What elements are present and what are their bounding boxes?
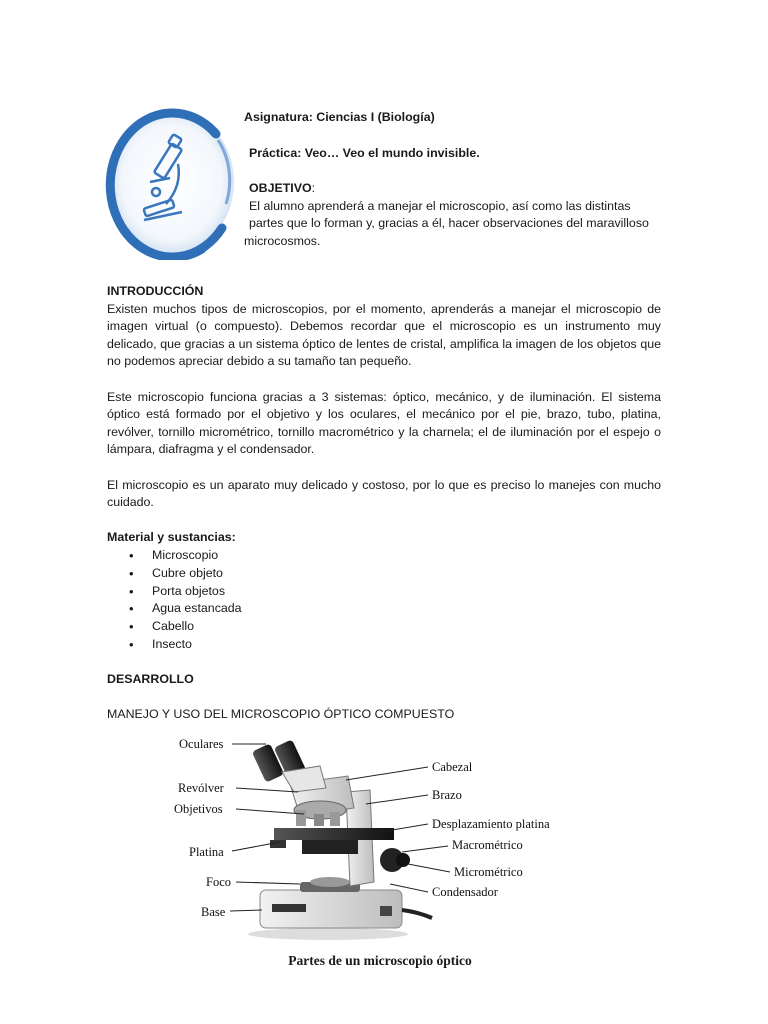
list-item: • Agua estancada <box>129 601 242 617</box>
bullet-icon: • <box>129 636 134 652</box>
label-oculares: Oculares <box>179 737 224 751</box>
objective-heading-line <box>244 180 664 198</box>
materials-list <box>107 547 661 654</box>
label-micrometrico: Micrométrico <box>454 865 523 879</box>
introduction-paragraph-3: El microscopio es un aparato muy delicado y costoso, por lo que es preciso lo manejes con mucho cuidado. <box>107 477 661 510</box>
figure-caption: Partes de un microscopio óptico <box>288 953 472 968</box>
bullet-icon: • <box>129 619 134 635</box>
right-labels <box>432 760 550 899</box>
subject-title: Asignatura: Ciencias I (Biología) <box>244 110 435 124</box>
objective-line-1: El alumno aprenderá a manejar el microscopio, así como las distintas <box>249 198 631 213</box>
list-item: • Porta objetos <box>129 583 226 599</box>
document-body <box>107 283 661 724</box>
label-revolver: Revólver <box>178 781 224 795</box>
microscope-logo-icon <box>104 100 244 260</box>
label-cabezal: Cabezal <box>432 760 473 774</box>
materials-heading: Material y sustancias: <box>107 530 236 545</box>
objective-colon: : <box>311 181 316 196</box>
left-labels <box>174 737 231 919</box>
bullet-icon: • <box>129 565 134 581</box>
label-foco: Foco <box>206 875 231 889</box>
list-item: • Microscopio <box>129 547 219 563</box>
objective-line-2: partes que lo forman y, gracias a él, hacer observaciones del maravilloso <box>249 216 649 231</box>
bullet-icon: • <box>129 547 134 563</box>
bullet-icon: • <box>129 583 134 599</box>
document-header <box>244 109 664 251</box>
label-condensador: Condensador <box>432 885 498 899</box>
introduction-paragraph-2: Este microscopio funciona gracias a 3 sistemas: óptico, mecánico, y de iluminación. El sistema óptico está formado por el objetivo y los oculares, el mecánico por el pie, brazo, tubo, platina, revólver, tornillo micrométrico, tornillo macrométrico y la charnela; el de iluminación por el espejo o lámpara, diafragma y el condensador. <box>107 389 661 457</box>
list-item: • Insecto <box>129 636 192 652</box>
practice-title: Práctica: Veo… Veo el mundo invisible. <box>249 145 480 160</box>
microscope-diagram <box>170 732 590 950</box>
introduction-heading: INTRODUCCIÓN <box>107 284 204 298</box>
development-subheading: MANEJO Y USO DEL MICROSCOPIO ÓPTICO COMPUESTO <box>107 707 455 722</box>
label-desplazamiento-platina: Desplazamiento platina <box>432 817 550 831</box>
objective-line-3: microcosmos. <box>244 233 321 248</box>
introduction-paragraph-1: Existen muchos tipos de microscopios, por el momento, aprenderás a manejar el microscopio de imagen virtual (o compuesto). Debemos recordar que el microscopio es un instrumento muy delicado, que gracias a un sistema óptico de lentes de cristal, amplifica la imagen de los objetos que no podemos apreciar debido a su tamaño tan pequeño. <box>107 301 661 369</box>
label-platina: Platina <box>189 845 224 859</box>
label-objetivos: Objetivos <box>174 802 223 816</box>
objective-heading: OBJETIVO <box>249 181 312 196</box>
label-macrometrico: Macrométrico <box>452 838 523 852</box>
label-brazo: Brazo <box>432 788 462 802</box>
bullet-icon: • <box>129 601 134 617</box>
list-item: • Cabello <box>129 619 195 635</box>
microscope-illustration <box>248 739 432 940</box>
label-base: Base <box>201 905 226 919</box>
development-heading: DESARROLLO <box>107 672 194 687</box>
list-item: • Cubre objeto <box>129 565 223 581</box>
